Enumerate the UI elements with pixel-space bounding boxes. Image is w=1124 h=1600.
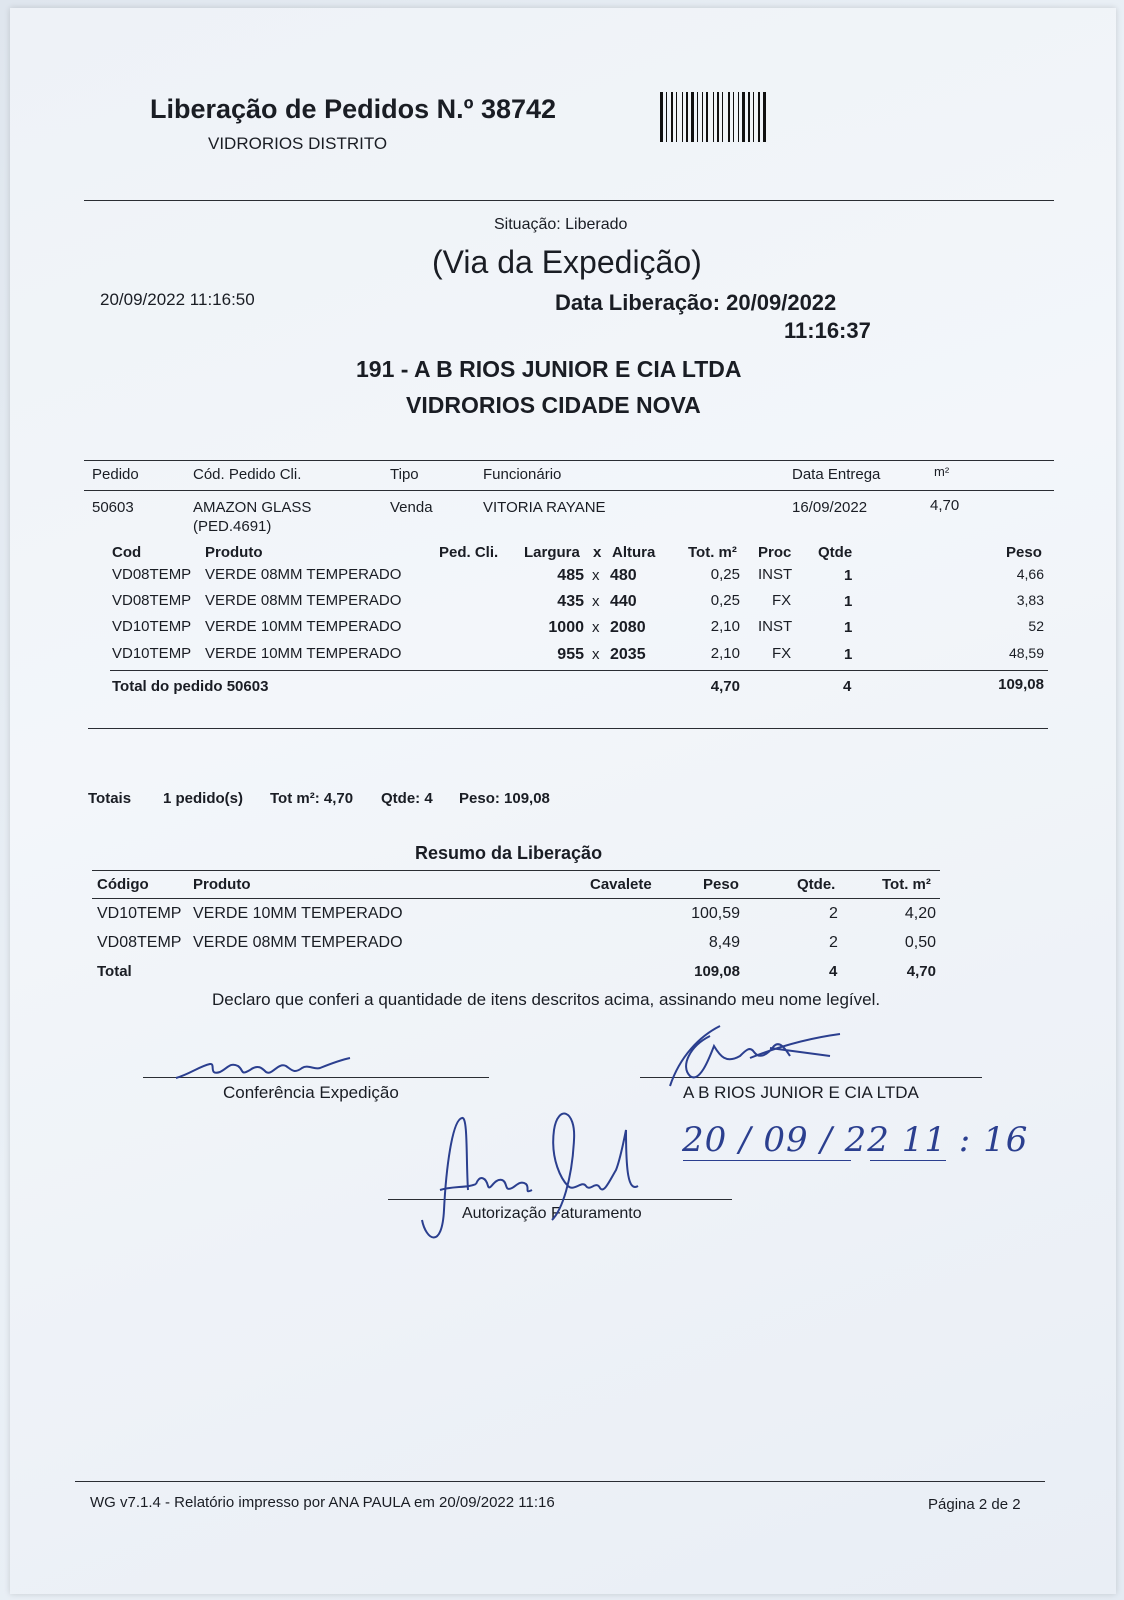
item-qtde: 1: [844, 646, 853, 663]
resumo-tot-m2: 0,50: [904, 934, 936, 951]
totais-label: Totais: [88, 790, 132, 807]
item-qtde: 1: [844, 619, 853, 636]
resumo-total-qtde: 4: [829, 963, 838, 980]
item-largura: 955: [557, 646, 584, 663]
resumo-qtde: 2: [829, 934, 838, 951]
via-label: (Via da Expedição): [432, 244, 702, 280]
resumo-produto: VERDE 08MM TEMPERADO: [193, 934, 403, 951]
resumo-header-line: [92, 898, 940, 899]
col-m2: m²: [934, 464, 950, 479]
items-col-tot-m2: Tot. m²: [688, 544, 737, 561]
header-divider: [84, 200, 1054, 201]
item-proc: INST: [758, 618, 793, 635]
resumo-total-label: Total: [97, 963, 132, 980]
item-x: x: [592, 593, 600, 610]
client-name: 191 - A B RIOS JUNIOR E CIA LTDA: [356, 356, 742, 382]
order-bottom-line: [88, 728, 1048, 729]
items-col-altura: Altura: [612, 544, 656, 561]
items-col-largura: Largura: [524, 544, 580, 561]
item-proc: INST: [758, 566, 793, 583]
cliente-label: A B RIOS JUNIOR E CIA LTDA: [683, 1083, 919, 1102]
resumo-codigo: VD10TEMP: [97, 905, 182, 922]
item-produto: VERDE 08MM TEMPERADO: [205, 592, 402, 609]
item-cod: VD08TEMP: [112, 566, 192, 583]
items-col-ped-cli: Ped. Cli.: [439, 544, 499, 561]
resumo-col-peso: Peso: [703, 876, 739, 893]
item-proc: FX: [772, 592, 792, 609]
barcode: [660, 92, 830, 142]
cliente-signature: [650, 1016, 860, 1096]
document-title: Liberação de Pedidos N.º 38742: [150, 94, 557, 124]
autorizacao-signature: [412, 1100, 662, 1250]
totais-qtde: Qtde: 4: [381, 790, 433, 807]
item-tot-m2: 0,25: [710, 592, 740, 609]
data-liberacao: Data Liberação: 20/09/2022: [555, 290, 837, 315]
items-col-produto: Produto: [205, 544, 263, 561]
item-largura: 485: [557, 567, 584, 584]
col-cod-pedido-cli: Cód. Pedido Cli.: [193, 466, 302, 483]
totais-peso: Peso: 109,08: [459, 790, 550, 807]
order-total-label: Total do pedido 50603: [112, 678, 269, 695]
items-total-line: [110, 670, 1048, 671]
resumo-col-codigo: Código: [97, 876, 149, 893]
resumo-produto: VERDE 10MM TEMPERADO: [193, 905, 403, 922]
order-total-qtde: 4: [843, 678, 852, 695]
order-cod-cli: AMAZON GLASS: [193, 499, 312, 516]
data-liberacao-time: 11:16:37: [784, 318, 871, 343]
item-peso: 52: [1028, 618, 1044, 634]
item-produto: VERDE 10MM TEMPERADO: [205, 645, 402, 662]
col-pedido: Pedido: [92, 466, 139, 483]
order-header-bottom-line: [84, 490, 1054, 491]
items-col-peso: Peso: [1006, 544, 1042, 561]
order-total-m2: 4,70: [710, 678, 740, 695]
item-tot-m2: 2,10: [710, 645, 740, 662]
item-cod: VD10TEMP: [112, 618, 192, 635]
order-m2: 4,70: [930, 497, 960, 514]
declaration-text: Declaro que conferi a quantidade de itens descritos acima, assinando meu nome legível.: [212, 990, 881, 1009]
resumo-top-line: [92, 870, 940, 871]
item-peso: 48,59: [1008, 645, 1044, 661]
order-tipo: Venda: [390, 499, 433, 516]
footer-printed-by: WG v7.1.4 - Relatório impresso por ANA PAULA em 20/09/2022 11:16: [90, 1494, 555, 1511]
item-altura: 480: [610, 567, 637, 584]
item-x: x: [592, 567, 600, 584]
conferencia-signature: [170, 1046, 360, 1086]
item-produto: VERDE 08MM TEMPERADO: [205, 566, 402, 583]
handwritten-time-underline: [870, 1160, 946, 1161]
resumo-col-produto: Produto: [193, 876, 251, 893]
resumo-peso: 8,49: [708, 934, 740, 951]
items-col-qtde: Qtde: [818, 544, 853, 561]
resumo-total-peso: 109,08: [694, 963, 740, 980]
item-cod: VD08TEMP: [112, 592, 192, 609]
footer-line: [75, 1481, 1045, 1482]
resumo-col-tot-m2: Tot. m²: [882, 876, 931, 893]
item-altura: 2080: [610, 619, 646, 636]
resumo-codigo: VD08TEMP: [97, 934, 182, 951]
resumo-peso: 100,59: [691, 905, 740, 922]
totais-pedidos: 1 pedido(s): [163, 790, 244, 807]
items-col-x: x: [593, 544, 602, 561]
autorizacao-label: Autorização Faturamento: [462, 1205, 642, 1222]
order-funcionario: VITORIA RAYANE: [483, 499, 606, 516]
col-data-entrega: Data Entrega: [792, 466, 881, 483]
order-cod-cli-ped: (PED.4691): [193, 518, 272, 535]
printed-timestamp: 20/09/2022 11:16:50: [100, 290, 255, 309]
col-tipo: Tipo: [390, 466, 419, 483]
resumo-total-m2: 4,70: [906, 963, 936, 980]
conferencia-label: Conferência Expedição: [223, 1083, 399, 1102]
client-store: VIDRORIOS CIDADE NOVA: [406, 392, 701, 418]
item-x: x: [592, 619, 600, 636]
handwritten-date: 20 / 09 / 22 11 : 16: [682, 1120, 1029, 1160]
item-x: x: [592, 646, 600, 663]
item-peso: 3,83: [1016, 592, 1044, 608]
item-altura: 440: [610, 593, 637, 610]
item-altura: 2035: [610, 646, 646, 663]
situacao-label: Situação: Liberado: [494, 216, 628, 233]
resumo-col-qtde: Qtde.: [797, 876, 836, 893]
order-total-peso: 109,08: [998, 676, 1044, 693]
items-col-proc: Proc: [758, 544, 792, 561]
order-pedido: 50603: [92, 499, 134, 516]
order-data-entrega: 16/09/2022: [792, 499, 868, 516]
item-largura: 435: [557, 593, 584, 610]
item-peso: 4,66: [1016, 566, 1044, 582]
item-tot-m2: 0,25: [710, 566, 740, 583]
items-col-cod: Cod: [112, 544, 142, 561]
item-tot-m2: 2,10: [710, 618, 740, 635]
resumo-title: Resumo da Liberação: [415, 843, 603, 863]
item-qtde: 1: [844, 567, 853, 584]
footer-page-number: Página 2 de 2: [928, 1496, 1021, 1513]
item-largura: 1000: [548, 619, 584, 636]
item-cod: VD10TEMP: [112, 645, 192, 662]
resumo-qtde: 2: [829, 905, 838, 922]
totais-m2: Tot m²: 4,70: [270, 790, 354, 807]
item-proc: FX: [772, 645, 792, 662]
handwritten-date-underline: [683, 1160, 851, 1161]
col-funcionario: Funcionário: [483, 466, 562, 483]
item-produto: VERDE 10MM TEMPERADO: [205, 618, 402, 635]
order-header-top-line: [84, 460, 1054, 461]
company-name: VIDRORIOS DISTRITO: [208, 134, 388, 153]
resumo-tot-m2: 4,20: [904, 905, 936, 922]
resumo-col-cavalete: Cavalete: [590, 876, 652, 893]
item-qtde: 1: [844, 593, 853, 610]
